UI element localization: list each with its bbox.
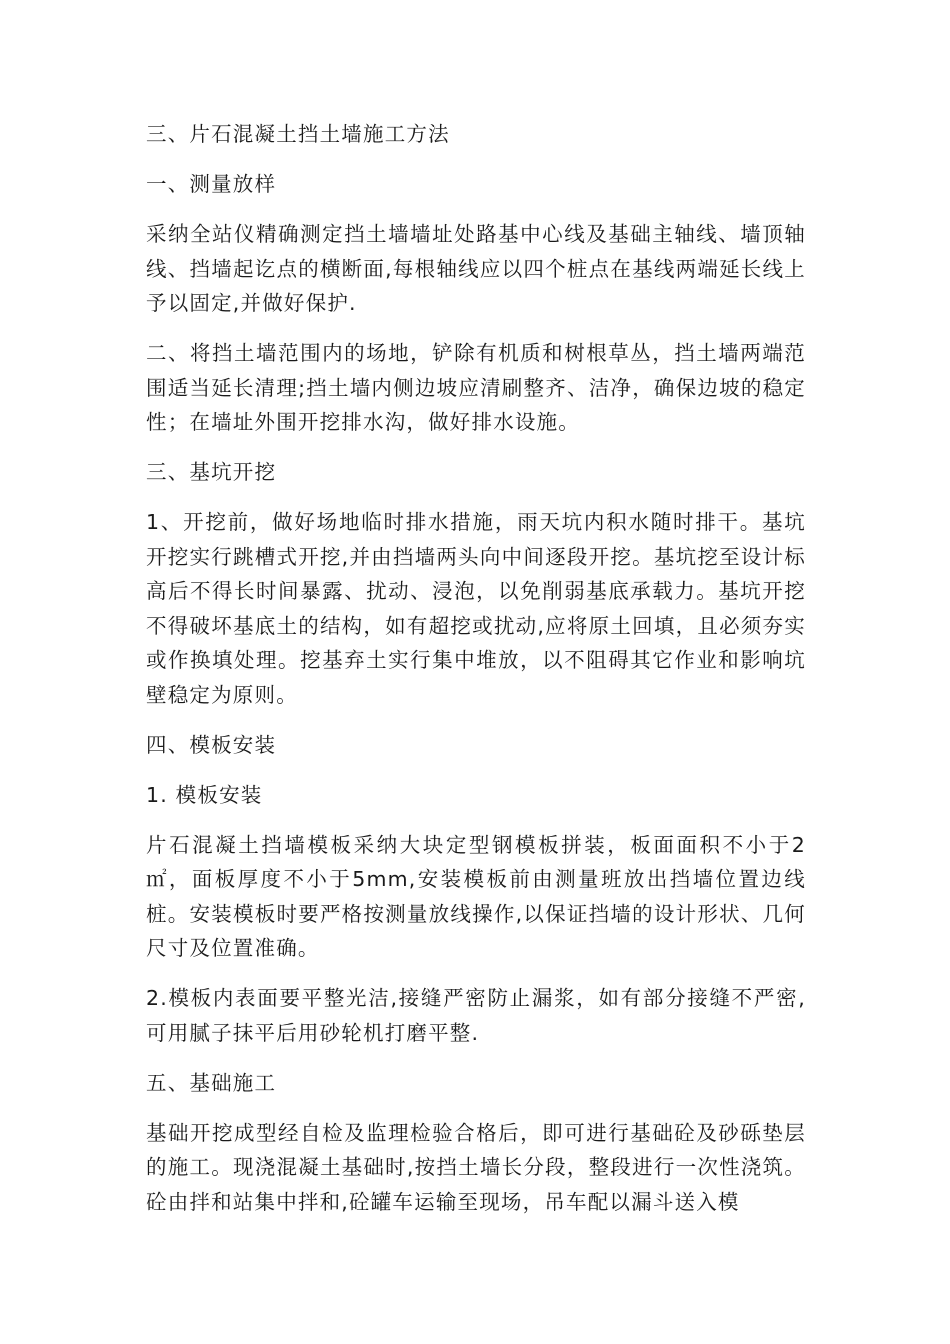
paragraph: 基础开挖成型经自检及监理检验合格后，即可进行基础砼及砂砾垫层的施工。现浇混凝土基础时,按挡土墙长分段，整段进行一次性浇筑。砼由拌和站集中拌和,砼罐车运输至现场，吊车配以漏斗送入模 [146,1120,806,1214]
paragraph: 采纳全站仪精确测定挡土墙墙址处路基中心线及基础主轴线、墙顶轴线、挡墙起讫点的横断面,每根轴线应以四个桩点在基线两端延长线上予以固定,并做好保护. [146,222,806,315]
paragraph: 2.模板内表面要平整光洁,接缝严密防止漏浆，如有部分接缝不严密,可用腻子抹平后用砂轮机打磨平整. [146,986,806,1045]
paragraph: 二、将挡土墙范围内的场地，铲除有机质和树根草丛，挡土墙两端范围适当延长清理;挡土墙内侧边坡应清刷整齐、洁净，确保边坡的稳定性；在墙址外围开挖排水沟，做好排水设施。 [146,341,806,434]
section-heading: 四、模板安装 [146,732,277,757]
section-heading: 五、基础施工 [146,1070,277,1095]
subsection-heading: 1. 模板安装 [146,782,263,807]
section-heading: 一、测量放样 [146,172,277,196]
document-title: 三、片石混凝土挡土墙施工方法 [146,122,450,146]
paragraph: 1、开挖前，做好场地临时排水措施，雨天坑内积水随时排干。基坑开挖实行跳槽式开挖,并由挡墙两头向中间逐段开挖。基坑挖至设计标高后不得长时间暴露、扰动、浸泡，以免削弱基底承载力。基坑开挖不得破坏基底土的结构，如有超挖或扰动,应将原土回填，且必须夯实或作换填处理。挖基弃土实行集中堆放，以不阻碍其它作业和影响坑壁稳定为原则。 [146,510,806,707]
document-body [146,117,806,1235]
section-heading: 三、基坑开挖 [146,460,277,484]
paragraph: 片石混凝土挡墙模板采纳大块定型钢模板拼装，板面面积不小于2㎡，面板厚度不小于5mm,安装模板前由测量班放出挡墙位置边线桩。安装模板时要严格按测量放线操作,以保证挡墙的设计形状、几何尺寸及位置准确。 [146,832,806,960]
